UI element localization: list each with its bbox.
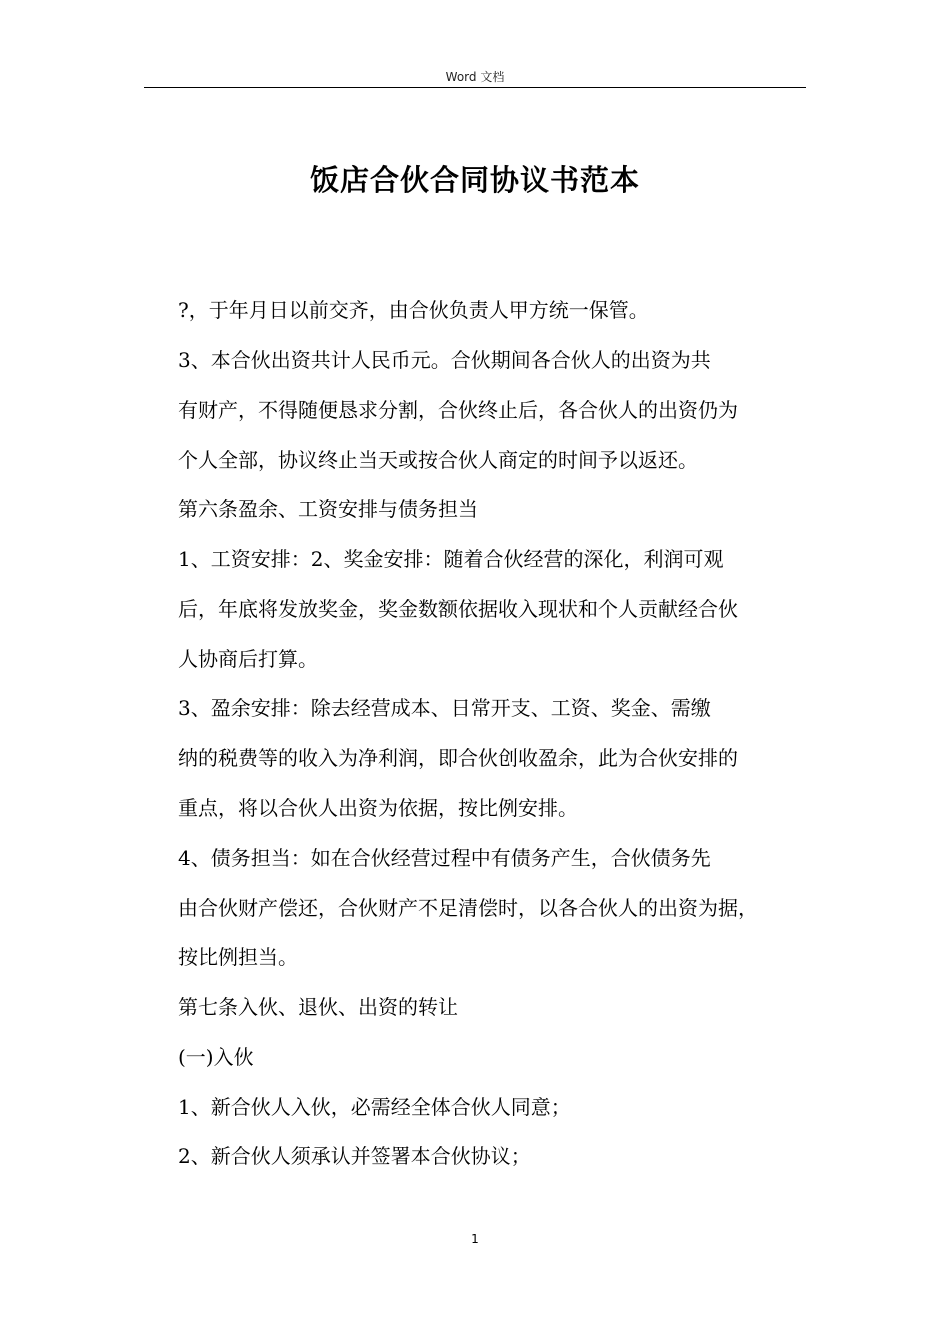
body-line: 2、新合伙人须承认并签署本合伙协议； (178, 1144, 531, 1168)
body-line: 个人全部，协议终止当天或按合伙人商定的时间予以返还。 (178, 448, 698, 472)
body-line: 1、工资安排：2、奖金安排：随着合伙经营的深化，利润可观 (178, 547, 724, 571)
body-line: 第七条入伙、退伙、出资的转让 (178, 995, 458, 1019)
body-line: 3、本合伙出资共计人民币元。合伙期间各合伙人的出资为共 (178, 348, 711, 372)
body-line: 3、盈余安排：除去经营成本、日常开支、工资、奖金、需缴 (178, 696, 711, 720)
body-line: 第六条盈余、工资安排与债务担当 (178, 497, 478, 521)
body-line: ?，于年月日以前交齐，由合伙负责人甲方统一保管。 (178, 298, 649, 322)
page-header: Word 文档 (445, 70, 505, 84)
body-line: 4、债务担当：如在合伙经营过程中有债务产生，合伙债务先 (178, 846, 711, 870)
body-line: 后，年底将发放奖金，奖金数额依据收入现状和个人贡献经合伙 (178, 597, 738, 621)
body-line: 1、新合伙人入伙，必需经全体合伙人同意； (178, 1095, 571, 1119)
header-divider (144, 87, 806, 88)
body-line: (一)入伙 (178, 1045, 254, 1069)
body-line: 有财产，不得随便恳求分割，合伙终止后，各合伙人的出资仍为 (178, 398, 738, 422)
page-number: 1 (471, 1232, 479, 1246)
body-line: 人协商后打算。 (178, 647, 318, 671)
document-title: 饭店合伙合同协议书范本 (309, 163, 640, 197)
body-line: 按比例担当。 (178, 945, 298, 969)
body-line: 纳的税费等的收入为净利润，即合伙创收盈余，此为合伙安排的 (178, 746, 738, 770)
body-line: 由合伙财产偿还，合伙财产不足清偿时，以各合伙人的出资为据， (178, 896, 758, 920)
body-line: 重点，将以合伙人出资为依据，按比例安排。 (178, 796, 578, 820)
